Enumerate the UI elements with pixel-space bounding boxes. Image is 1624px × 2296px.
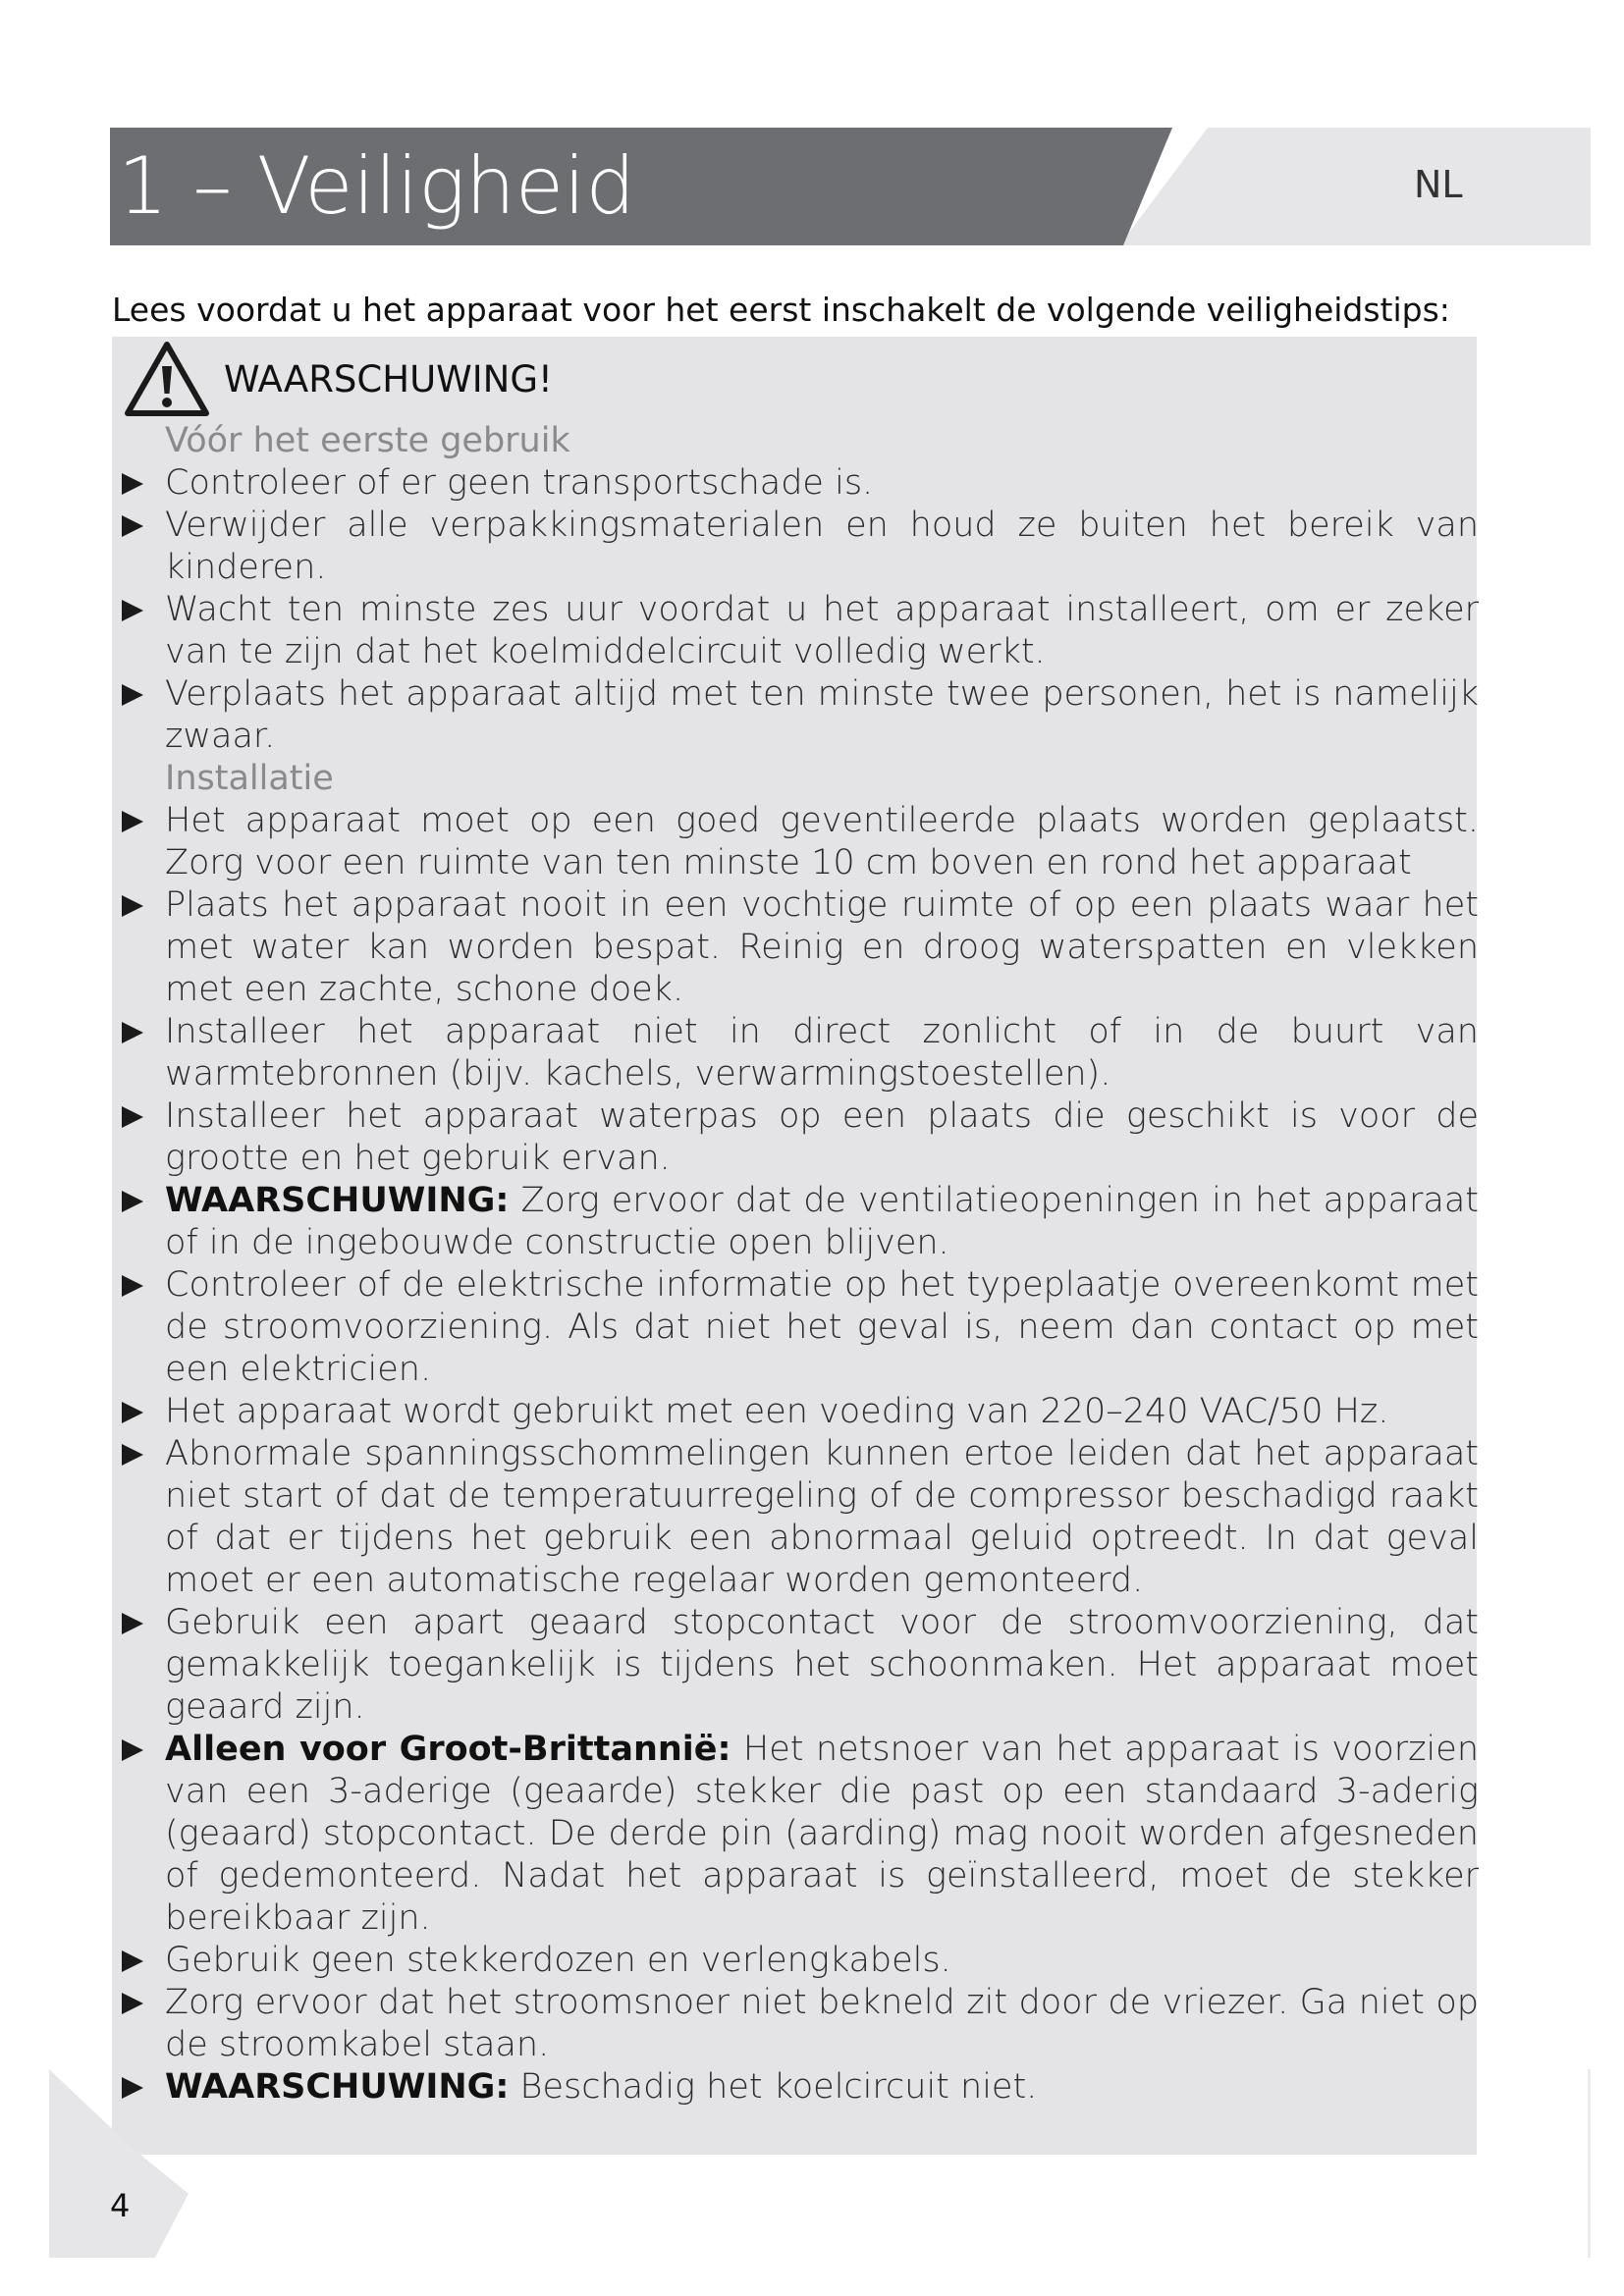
list-item-text: Zorg ervoor dat het stroomsnoer niet bekneld zit door de vriezer. Ga niet op de stroomkabel staan. xyxy=(165,1983,1479,2064)
list-item-text: Controleer of de elektrische informatie op het typeplaatje overeenkomt met de stroomvoorziening. Als dat niet het geval is, neem dan contact op met een elektricien. xyxy=(165,1265,1479,1389)
bullet-arrow-icon xyxy=(122,1444,143,1466)
section-heading-installation: Installatie xyxy=(165,759,334,798)
list-item-text: Abnormale spanningsschommelingen kunnen ertoe leiden dat het apparaat niet start of dat de temperatuurregeling of de compressor beschadigd raakt of dat er tijdens het gebruik een abnormaal geluid optreedt. In dat geval moet er een automatische regelaar worden gemonteerd. xyxy=(165,1434,1479,1600)
list-item xyxy=(118,1011,1479,1095)
bullet-arrow-icon xyxy=(122,811,143,832)
list-item xyxy=(118,505,1479,589)
list-item xyxy=(118,1602,1479,1729)
bullet-arrow-icon xyxy=(122,1950,143,1972)
list-item-text: Controleer of er geen transportschade is. xyxy=(165,463,874,503)
page-edge-divider xyxy=(1588,2069,1591,2258)
list-item xyxy=(118,1391,1479,1433)
list-item-text: Verwijder alle verpakkingsmaterialen en houd ze buiten het bereik van kinderen. xyxy=(165,506,1479,587)
list-item xyxy=(118,1729,1479,1940)
list-item xyxy=(118,800,1479,884)
bullet-arrow-icon xyxy=(122,1275,143,1297)
list-item xyxy=(118,1940,1479,1982)
list-item-text: Verplaats het apparaat altijd met ten minste twee personen, het is namelijk zwaar. xyxy=(165,674,1479,756)
list-item xyxy=(118,462,1479,505)
list-item-text: Het apparaat moet op een goed geventileerde plaats worden geplaatst. Zorg voor een ruimte van ten minste 10 cm boven en rond het apparaat xyxy=(165,801,1479,882)
language-code: NL xyxy=(1414,163,1463,206)
section-heading-first-use: Vóór het eerste gebruik xyxy=(165,421,570,460)
bullet-arrow-icon xyxy=(122,1739,143,1761)
list-item-text: Het apparaat wordt gebruikt met een voeding van 220–240 VAC/50 Hz. xyxy=(165,1392,1389,1431)
list-item xyxy=(118,2066,1479,2109)
list-item-text: Wacht ten minste zes uur voordat u het apparaat installeert, om er zeker van te zijn dat het koelmiddelcircuit volledig werkt. xyxy=(165,590,1479,671)
bullet-arrow-icon xyxy=(122,600,143,621)
intro-heading: Lees voordat u het apparaat voor het eerst inschakelt de volgende veiligheidstips: xyxy=(112,291,1450,329)
list-item-text: Gebruik een apart geaard stopcontact voor de stroomvoorziening, dat gemakkelijk toegankelijk is tijdens het schoonmaken. Het apparaat moet geaard zijn. xyxy=(165,1603,1479,1727)
bullet-arrow-icon xyxy=(122,1106,143,1128)
list-item xyxy=(118,884,1479,1011)
list-item-text: Zorg ervoor dat de ventilatieopeningen in het apparaat of in de ingebouwde constructie open blijven. xyxy=(165,1181,1479,1262)
list-item xyxy=(118,1433,1479,1602)
list-item xyxy=(118,1095,1479,1180)
header-accent-shape xyxy=(1119,128,1591,245)
bullet-arrow-icon xyxy=(122,2077,143,2099)
bullet-arrow-icon xyxy=(122,515,143,537)
bullet-arrow-icon xyxy=(122,473,143,495)
bullet-arrow-icon xyxy=(122,1191,143,1212)
bullet-arrow-icon xyxy=(122,1993,143,2014)
bullet-arrow-icon xyxy=(122,1613,143,1634)
list-item-text: Installeer het apparaat niet in direct zonlicht of in de buurt van warmtebronnen (bijv. kachels, verwarmingstoestellen). xyxy=(165,1012,1479,1094)
list-item xyxy=(118,589,1479,673)
list-item-text: Gebruik geen stekkerdozen en verlengkabels. xyxy=(165,1941,951,1980)
list-item-lead: WAARSCHUWING: xyxy=(165,2067,510,2107)
warning-label: WAARSCHUWING! xyxy=(224,357,553,400)
bullet-arrow-icon xyxy=(122,895,143,917)
list-item xyxy=(118,1264,1479,1391)
bullet-arrow-icon xyxy=(122,1022,143,1043)
warning-triangle-icon xyxy=(122,339,212,419)
list-item xyxy=(118,1982,1479,2066)
warning-header xyxy=(122,339,553,419)
list-item xyxy=(118,1180,1479,1264)
bullet-arrow-icon xyxy=(122,1402,143,1423)
page-number: 4 xyxy=(110,2187,131,2224)
page-title: 1 – Veiligheid xyxy=(118,140,636,232)
list-item-text: Het netsnoer van het apparaat is voorzien van een 3-aderige (geaarde) stekker die past op een standaard 3-aderig (geaard) stopcontact. De derde pin (aarding) mag nooit worden afgesneden of gedemonteerd. Nadat het apparaat is geïnstalleerd, moet de stekker bereikbaar zijn. xyxy=(165,1730,1479,1938)
list-item-text: Plaats het apparaat nooit in een vochtige ruimte of op een plaats waar het met water kan worden bespat. Reinig en droog waterspatten en vlekken met een zachte, schone doek. xyxy=(165,885,1479,1009)
list-item xyxy=(118,673,1479,758)
bullet-arrow-icon xyxy=(122,684,143,706)
safety-list xyxy=(118,420,1479,2109)
list-item-text: Installeer het apparaat waterpas op een plaats die geschikt is voor de grootte en het gebruik ervan. xyxy=(165,1096,1479,1178)
list-item-lead: Alleen voor Groot-Brittannië: xyxy=(165,1730,731,1769)
list-item-lead: WAARSCHUWING: xyxy=(165,1181,510,1220)
list-item-text: Beschadig het koelcircuit niet. xyxy=(509,2067,1038,2107)
